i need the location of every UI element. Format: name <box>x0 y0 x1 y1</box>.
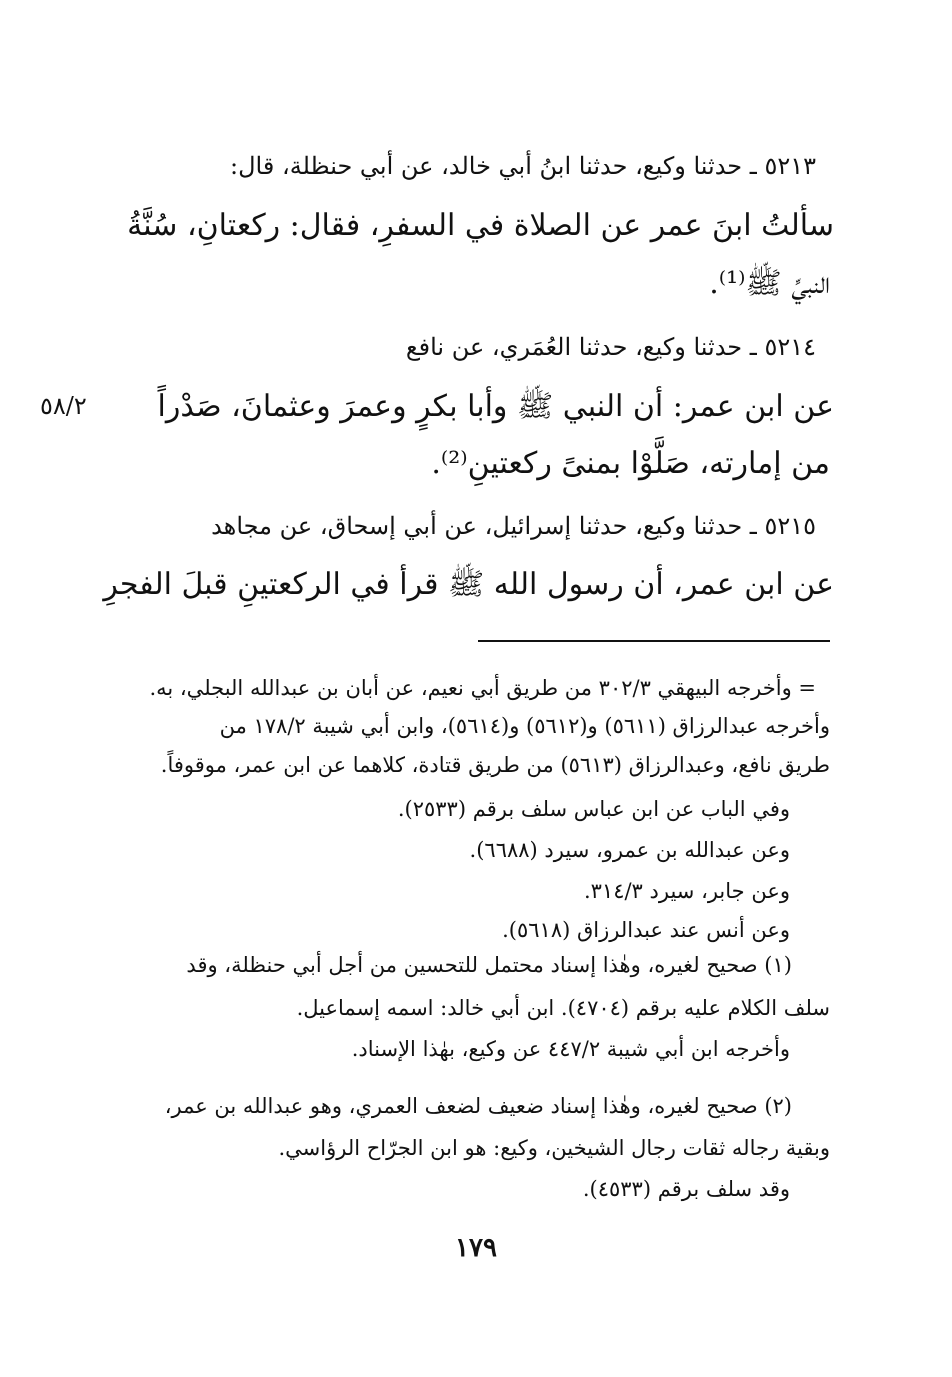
footnote-1-line3: وأخرجه ابن أبي شيبة ٤٤٧/٢ عن وكيع، بهٰذا الإسناد. <box>351 1037 790 1061</box>
hadith-5214-matn-line2: من إمارته، صَلَّوْا بمنىً ركعتينِ⁽²⁾. <box>431 446 830 481</box>
footnote-separator <box>478 640 830 642</box>
hadith-5213-matn-line2: النبيِّ ﷺ⁽¹⁾. <box>709 266 830 301</box>
hadith-5215-matn-line1: عن ابن عمر، أن رسول الله ﷺ قرأ في الركعتينِ قبلَ الفجرِ <box>103 567 834 602</box>
footnote-2-line1: (٢) صحيح لغيره، وهٰذا إسناد ضعيف لضعف العمري، وهو عبدالله بن عمر، <box>164 1094 792 1118</box>
footnote-1-line2: سلف الكلام عليه برقم (٤٧٠٤). ابن أبي خالد: اسمه إسماعيل. <box>296 996 830 1020</box>
footnote-2-line2: وبقية رجاله ثقات رجال الشيخين، وكيع: هو ابن الجرّاح الرؤاسي. <box>278 1136 830 1160</box>
footnote-continuation-line7: وعن أنس عند عبدالرزاق (٥٦١٨). <box>502 918 790 942</box>
footnote-2-line3: وقد سلف برقم (٤٥٣٣). <box>582 1177 790 1201</box>
hadith-5214-matn-line1: عن ابن عمر: أن النبي ﷺ وأبا بكرٍ وعمرَ وعثمانَ، صَدْراً <box>157 389 834 424</box>
footnote-continuation-line5: وعن عبدالله بن عمرو، سيرد (٦٦٨٨). <box>469 838 790 862</box>
hadith-5213-isnad: ٥٢١٣ ـ حدثنا وكيع، حدثنا ابنُ أبي خالد، عن أبي حنظلة، قال: <box>230 152 816 180</box>
hadith-5214-isnad: ٥٢١٤ ـ حدثنا وكيع، حدثنا العُمَري، عن نافع <box>405 333 816 361</box>
margin-volume-page-ref: ٥٨/٢ <box>40 392 87 420</box>
footnote-1-line1: (١) صحيح لغيره، وهٰذا إسناد محتمل للتحسين من أجل أبي حنظلة، وقد <box>186 953 792 977</box>
hadith-5213-matn-line1: سألتُ ابنَ عمر عن الصلاة في السفرِ، فقال: ركعتانِ، سُنَّةُ <box>127 208 834 243</box>
hadith-5215-isnad: ٥٢١٥ ـ حدثنا وكيع، حدثنا إسرائيل، عن أبي إسحاق، عن مجاهد <box>211 512 816 540</box>
footnote-continuation-line4: وفي الباب عن ابن عباس سلف برقم (٢٥٣٣). <box>397 797 790 821</box>
footnote-continuation-line2: وأخرجه عبدالرزاق (٥٦١١) و(٥٦١٢) و(٥٦١٤)، وابن أبي شيبة ١٧٨/٢ من <box>219 714 830 738</box>
footnote-continuation-line1: = وأخرجه البيهقي ٣٠٢/٣ من طريق أبي نعيم، عن أبان بن عبدالله البجلي، به. <box>149 676 816 700</box>
footnote-continuation-line6: وعن جابر، سيرد ٣١٤/٣. <box>583 879 790 903</box>
page-number: ١٧٩ <box>455 1233 497 1263</box>
footnote-continuation-line3: طريق نافع، وعبدالرزاق (٥٦١٣) من طريق قتادة، كلاهما عن ابن عمر، موقوفاً. <box>160 753 830 777</box>
